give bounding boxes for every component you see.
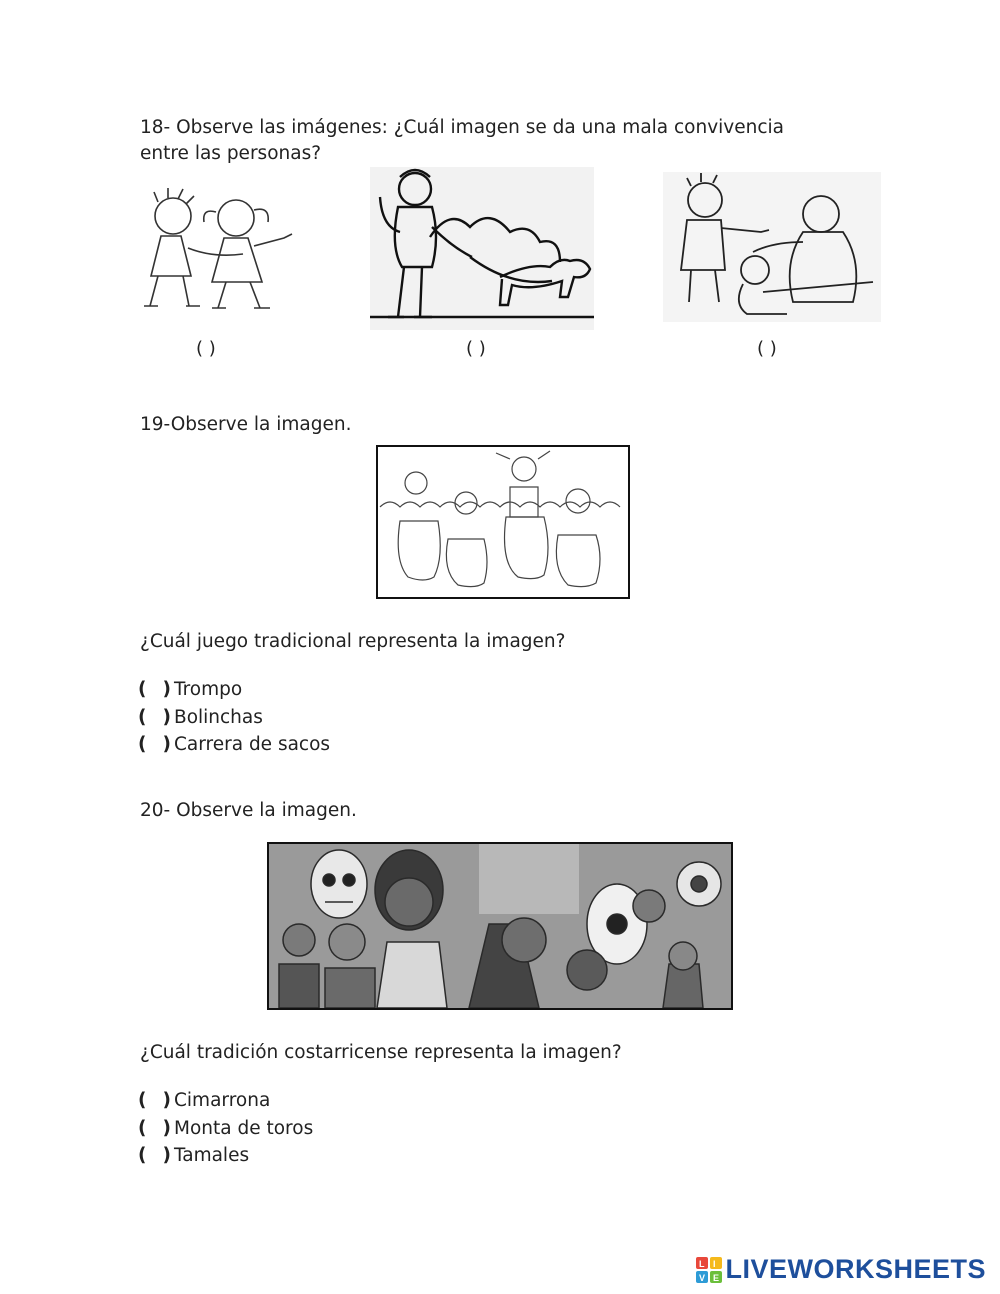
- adults-fighting-image: [663, 172, 881, 322]
- children-holding-hands-image: [128, 188, 298, 320]
- children-holding-hands-drawing: [128, 188, 298, 320]
- q20-option-3-label: Tamales: [174, 1145, 250, 1166]
- q19-option-2-checkbox[interactable]: ( ): [138, 706, 171, 728]
- q19-option-2-label: Bolinchas: [174, 706, 263, 728]
- svg-text:I: I: [713, 1258, 716, 1269]
- q20-option-3-checkbox[interactable]: ( ): [138, 1145, 171, 1166]
- question-19-text: ¿Cuál juego tradicional representa la imagen?: [140, 631, 566, 652]
- svg-text:L: L: [699, 1258, 705, 1269]
- q18-answer-blank-1[interactable]: ( ): [196, 338, 216, 359]
- question-18-line1: 18- Observe las imágenes: ¿Cuál imagen se da una mala convivencia: [140, 117, 785, 138]
- boy-walking-dog-image: [370, 167, 594, 330]
- liveworksheets-brand-text: LIVEWORKSHEETS: [725, 1254, 986, 1284]
- question-20-prompt: 20- Observe la imagen.: [140, 800, 357, 821]
- svg-text:V: V: [699, 1272, 706, 1283]
- svg-text:E: E: [713, 1272, 720, 1283]
- q20-option-1-label: Cimarrona: [174, 1090, 271, 1111]
- question-19-options: [138, 676, 330, 759]
- q19-option-3-label: Carrera de sacos: [174, 734, 331, 755]
- q19-option-3-checkbox[interactable]: ( ): [138, 734, 171, 755]
- question-20-text: ¿Cuál tradición costarricense representa la imagen?: [140, 1042, 622, 1063]
- q18-answer-blank-2[interactable]: ( ): [466, 338, 486, 359]
- q19-option-3[interactable]: [138, 731, 330, 759]
- liveworksheets-logo-icon: [696, 1257, 722, 1283]
- q19-option-2[interactable]: [138, 704, 330, 732]
- q20-option-1[interactable]: [138, 1087, 313, 1115]
- q19-option-1-label: Trompo: [174, 679, 243, 700]
- festival-drawing: [269, 844, 731, 1008]
- q19-option-1[interactable]: [138, 676, 330, 704]
- question-20-options: [138, 1087, 313, 1170]
- q20-option-2-label: Monta de toros: [174, 1117, 314, 1139]
- q19-option-1-checkbox[interactable]: ( ): [138, 679, 171, 700]
- q20-option-2[interactable]: [138, 1115, 313, 1143]
- costa-rican-festival-image: [267, 842, 733, 1010]
- question-18-line2: entre las personas?: [140, 143, 322, 164]
- q18-answer-blank-3[interactable]: ( ): [757, 338, 777, 359]
- sack-race-image: [376, 445, 630, 599]
- q20-option-3[interactable]: [138, 1142, 313, 1170]
- question-18-prompt: [140, 115, 784, 167]
- q20-option-1-checkbox[interactable]: ( ): [138, 1090, 171, 1111]
- adults-fighting-drawing: [663, 172, 881, 322]
- liveworksheets-brand: [696, 1254, 986, 1285]
- boy-walking-dog-drawing: [370, 167, 594, 330]
- question-19-prompt: 19-Observe la imagen.: [140, 414, 352, 435]
- sack-race-drawing: [378, 447, 628, 597]
- q20-option-2-checkbox[interactable]: ( ): [138, 1117, 171, 1139]
